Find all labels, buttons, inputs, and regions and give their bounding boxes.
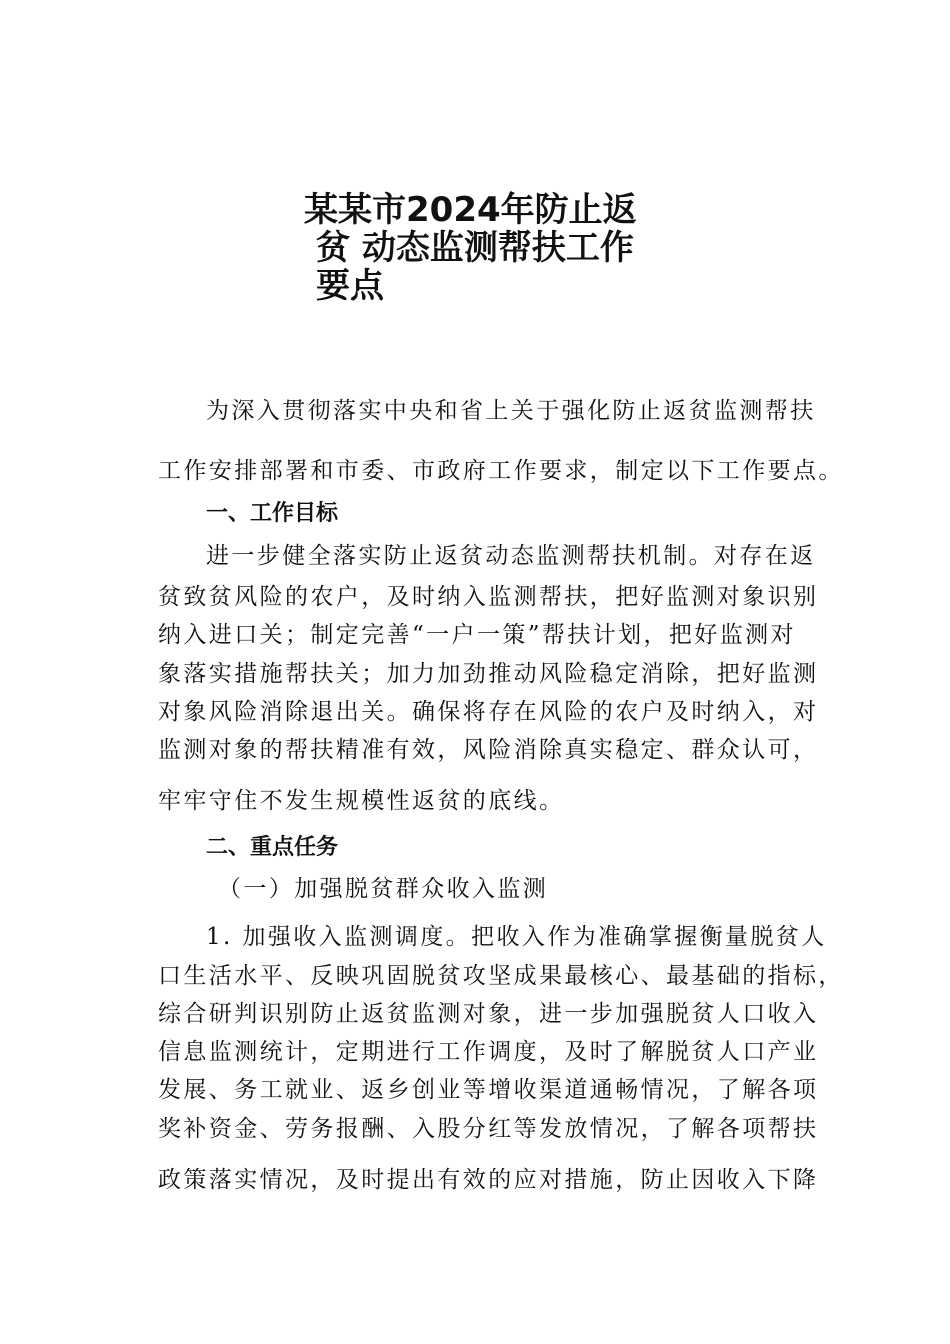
goals-line-5: 对象风险消除退出关。确保将存在风险的农户及时纳入，对 (158, 699, 819, 725)
tasks-line-4: 信息监测统计，定期进行工作调度，及时了解脱贫人口产业 (158, 1039, 819, 1065)
intro-line-2: 工作安排部署和市委、市政府工作要求，制定以下工作要点。 (158, 458, 844, 484)
goals-line-3: 纳入进口关；制定完善“一户一策”帮扶计划，把好监测对 (158, 622, 796, 648)
goals-line-2: 贫致贫风险的农户，及时纳入监测帮扶，把好监测对象识别 (158, 584, 819, 610)
section-heading-tasks: 二、重点任务 (206, 835, 339, 860)
section-heading-goals: 一、工作目标 (206, 501, 339, 526)
tasks-line-7: 政策落实情况，及时提出有效的应对措施，防止因收入下降 (158, 1167, 819, 1193)
tasks-line-1: 1. 加强收入监测调度。把收入作为准确掌握衡量脱贫人 (206, 924, 827, 950)
subsection-heading-income: （一）加强脱贫群众收入监测 (218, 876, 549, 902)
title-line-2: 贫 动态监测帮扶工作 (316, 228, 634, 268)
goals-line-4: 象落实措施帮扶关；加力加劲推动风险稳定消除，把好监测 (158, 661, 819, 687)
goals-line-1: 进一步健全落实防止返贫动态监测帮扶机制。对存在返 (206, 543, 816, 569)
title-line-3: 要点 (316, 266, 384, 306)
tasks-line-6: 奖补资金、劳务报酬、入股分红等发放情况，了解各项帮扶 (158, 1116, 819, 1142)
tasks-line-2: 口生活水平、反映巩固脱贫攻坚成果最核心、最基础的指标， (158, 963, 844, 989)
title-line-1: 某某市2024年防止返 (304, 190, 637, 230)
tasks-line-3: 综合研判识别防止返贫监测对象，进一步加强脱贫人口收入 (158, 1001, 819, 1027)
tasks-line-5: 发展、务工就业、返乡创业等增收渠道通畅情况，了解各项 (158, 1077, 819, 1103)
intro-line-1: 为深入贯彻落实中央和省上关于强化防止返贫监测帮扶 (206, 398, 816, 424)
goals-line-7: 牢牢守住不发生规模性返贫的底线。 (158, 788, 565, 814)
goals-line-6: 监测对象的帮扶精准有效，风险消除真实稳定、群众认可， (158, 737, 819, 763)
